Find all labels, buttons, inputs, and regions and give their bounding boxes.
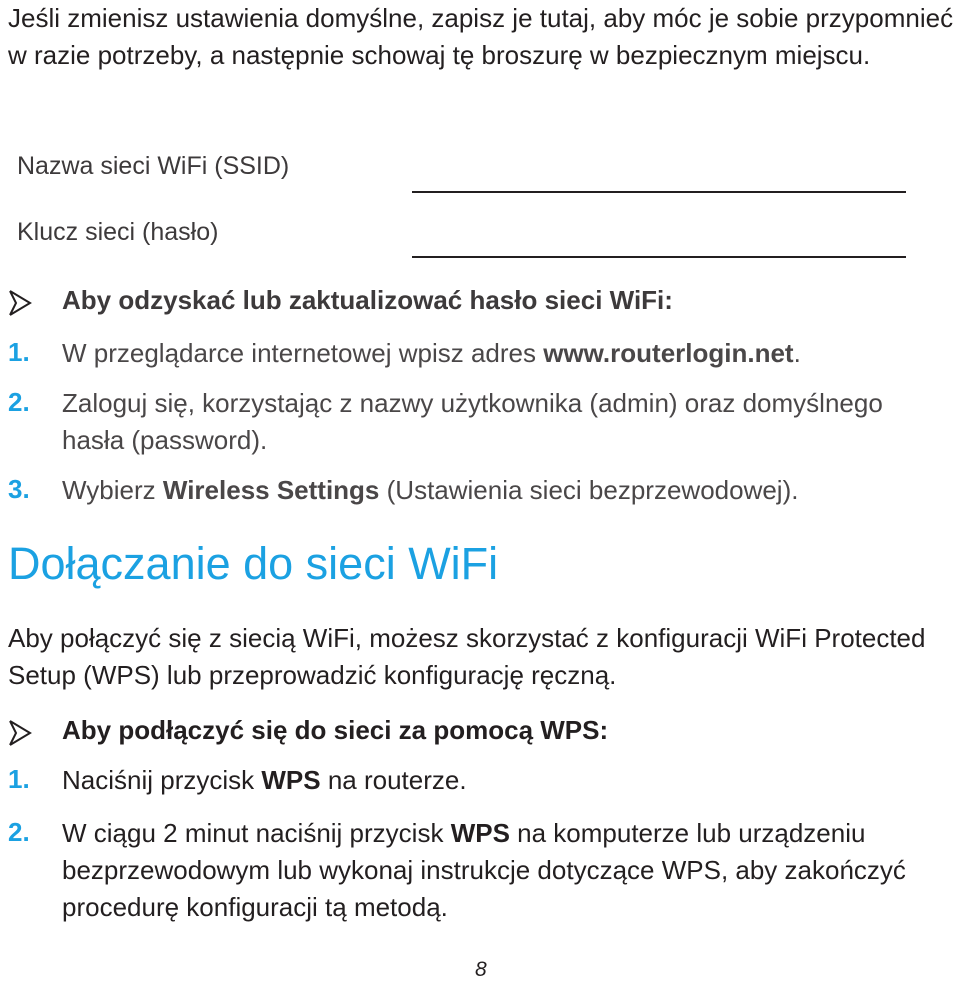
ssid-label: Nazwa sieci WiFi (SSID) (17, 152, 290, 180)
wps-step1-after: na routerze. (320, 765, 467, 795)
wps-step1-text: Naciśnij przycisk (62, 765, 262, 795)
recover-step3-after: (Ustawienia sieci bezprzewodowej). (379, 475, 799, 505)
recover-step2-number: 2. (8, 387, 30, 417)
chevron-right-icon (8, 718, 34, 748)
recover-title: Aby odzyskać lub zaktualizować hasło sieci WiFi: (62, 285, 673, 315)
wps-title: Aby podłączyć się do sieci za pomocą WPS: (62, 715, 609, 745)
key-label: Klucz sieci (hasło) (17, 218, 219, 246)
ssid-write-line (412, 191, 906, 193)
recover-step3-number: 3. (8, 474, 30, 504)
wps-step2-number: 2. (8, 817, 30, 847)
wps-step2-after: na komputerze lub urządzeniu bezprzewodowym lub wykonaj instrukcje dotyczące WPS, aby zakończyć procedurę konfiguracji tą metodą. (62, 818, 906, 922)
recover-step3 (62, 472, 952, 509)
key-write-line (412, 256, 906, 258)
router-url: www.routerlogin.net (543, 338, 794, 368)
recover-step1-after: . (793, 338, 801, 368)
recover-step1 (62, 335, 952, 372)
recover-step1-text: W przeglądarce internetowej wpisz adres (62, 338, 544, 368)
wps-step1-number: 1. (8, 764, 30, 794)
recover-step1-number: 1. (8, 337, 30, 367)
wps-label: WPS (261, 765, 321, 795)
wps-step2-text: W ciągu 2 minut naciśnij przycisk (62, 818, 451, 848)
chevron-right-icon (8, 288, 34, 318)
join-paragraph: Aby połączyć się z siecią WiFi, możesz skorzystać z konfiguracji WiFi Protected Setup (WPS) lub przeprowadzić konfigurację ręczną. (8, 623, 926, 690)
wps-step1 (62, 762, 952, 799)
wireless-settings-label: Wireless Settings (162, 475, 380, 505)
intro-paragraph: Jeśli zmienisz ustawienia domyślne, zapisz je tutaj, aby móc je sobie przypomnieć w razie potrzeby, a następnie schowaj tę broszurę w bezpiecznym miejscu. (8, 3, 954, 70)
recover-step3-text: Wybierz (62, 475, 163, 505)
recover-step2: Zaloguj się, korzystając z nazwy użytkownika (admin) oraz domyślnego hasła (password). (62, 388, 883, 455)
join-heading: Dołączanie do sieci WiFi (8, 538, 499, 589)
page-number: 8 (475, 958, 487, 981)
wps-label: WPS (450, 818, 510, 848)
wps-step2 (62, 815, 942, 926)
